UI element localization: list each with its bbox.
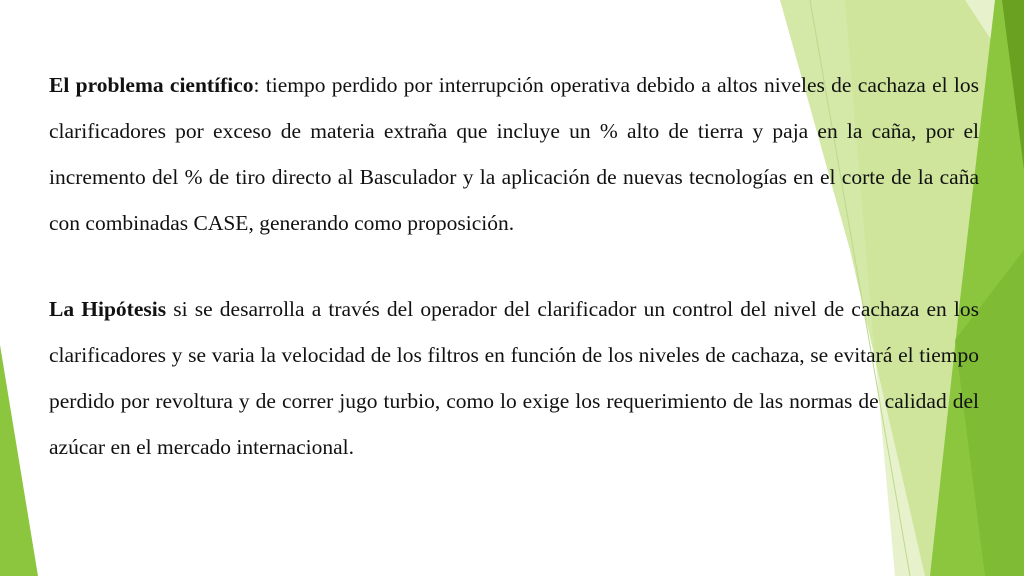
- text-hipotesis: si se desarrolla a través del operador del clarificador un control del nivel de cachaza en los clarificadores y se varia la velocidad de los filtros en función de los niveles de cachaza, se evitará el tiempo perdido por revoltura y de correr jugo turbio, como lo exige los requerimiento de las normas de calidad del azúcar en el mercado internacional.: [49, 297, 980, 459]
- paragraph-problema: [49, 62, 979, 246]
- term-problema: El problema científico: [49, 73, 254, 97]
- left-green-triangle: [0, 345, 38, 576]
- slide-body: [49, 62, 979, 470]
- term-hipotesis: La Hipótesis: [49, 297, 167, 321]
- paragraph-hipotesis: [49, 286, 979, 470]
- text-problema: : tiempo perdido por interrupción operativa debido a altos niveles de cachaza el los clarificadores por exceso de materia extraña que incluye un % alto de tierra y paja en la caña, por el incremento del % de tiro directo al Basculador y la aplicación de nuevas tecnologías en el corte de la caña con combinadas CASE, generando como proposición.: [49, 73, 979, 235]
